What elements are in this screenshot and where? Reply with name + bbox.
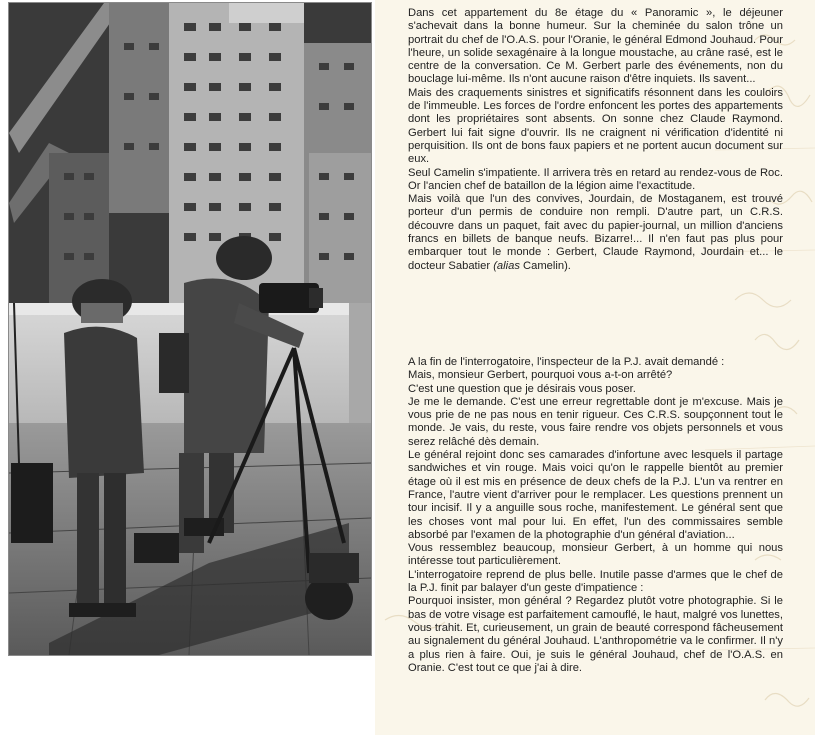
paragraph: Dans cet appartement du 8e étage du « Panoramic », le déjeuner s'achevait dans la bonne humeur. Sur la cheminée du salon trône un portrait du chef de l'O.A.S. pour l'Oranie, le général Edmond Jouhaud. Pour l'heure, un solide sexagénaire à la longue moustache, au crâne rasé, est le centre de la conversation. Ce M. Gerbert parle des événements, non du bouclage lui-même. Ils n'ont aucune raison d'être inquiets. Ils savent... <box>408 7 783 86</box>
article-block-1 <box>408 7 783 273</box>
paragraph: A la fin de l'interrogatoire, l'inspecteur de la P.J. avait demandé : <box>408 356 725 368</box>
historical-photo <box>8 2 372 656</box>
paragraph <box>408 193 783 273</box>
paragraph: Mais des craquements sinistres et significatifs résonnent dans les couloirs de l'immeuble. Les forces de l'ordre enfoncent les portes des appartements dont les propriétaires sont absents. On sonne chez Claude Raymond. Gerbert lui fait signe d'ouvrir. Ils ne craignent ni vérification d'identité ni perquisition. Ils ont de bons faux papiers et ne portent aucun document sur eux. <box>408 86 783 166</box>
alias-italic: (alias <box>493 259 520 272</box>
photo-soldiers-rooftop-icon <box>9 3 371 655</box>
dialogue-line: Pourquoi insister, mon général ? Regardez plutôt votre photographie. Si le bas de votre visage est parfaitement camouflé, le haut, malgré vos lunettes, vous trahit. Et, curieusement, un grain de beauté correspond fâcheusement au signalement du général Jouhaud. L'anthropométrie va le confirmer. Il n'y a plus rien à faire. Oui, je suis le général Jouhaud, chef de l'O.A.S. en Oranie. C'est tout ce que j'ai à dire. <box>408 595 783 674</box>
article-block-2 <box>408 356 783 675</box>
paragraph: Seul Camelin s'impatiente. Il arrivera très en retard au rendez-vous de Roc. Or l'ancien chef de bataillon de la légion aime l'exactitude. <box>408 166 783 192</box>
paragraph: Le général rejoint donc ses camarades d'infortune avec lesquels il partage sandwiches et vin rouge. Mais voici qu'on le rappelle bientôt au premier étage où il est mis en présence de deux chefs de la P.J. L'un va rentrer en France, l'autre vient d'arriver pour le remplacer. Les questions prennent un tour incisif. Il y a anguille sous roche, manifestement. Le général sent que les choses vont mal pour lui. En effet, l'un des commissaires semble absorbé par l'examen de la photographie d'un général d'aviation... <box>408 449 783 541</box>
dialogue-line: C'est une question que je désirais vous poser. <box>408 382 636 395</box>
paragraph-text: Mais voilà que l'un des convives, Jourdain, de Mostaganem, est trouvé porteur d'un permis de conduire non rempli. D'autre part, un C.R.S. découvre dans un paquet, fait avec du papier-journal, un million d'anciens francs en billets de banque neufs. Bizarre!... Il n'en faut pas plus pour embarquer tout le monde : Gerbert, Claude Raymond, Jourdain et... le docteur Sabatier <box>408 193 783 272</box>
left-column <box>0 0 375 735</box>
article-column <box>375 0 815 735</box>
dialogue-line: Je me le demande. C'est une erreur regrettable dont je m'excuse. Mais je vous prie de ne pas nous en tenir rigueur. Ces C.R.S. soupçonnent tout le monde. Je vais, du reste, vous faire rendre vos objets personnels et vous serez relâché dès demain. <box>408 395 783 448</box>
dialogue-line: Vous ressemblez beaucoup, monsieur Gerbert, à un homme qui nous intéresse tout particulièrement. <box>408 542 783 568</box>
alias-name: Camelin). <box>519 259 571 272</box>
dialogue-line: Mais, monsieur Gerbert, pourquoi vous a-t-on arrêté? <box>408 369 673 382</box>
paragraph: L'interrogatoire reprend de plus belle. Inutile passe d'armes que le chef de la P.J. finit par balayer d'un geste d'impatience : <box>408 568 783 595</box>
